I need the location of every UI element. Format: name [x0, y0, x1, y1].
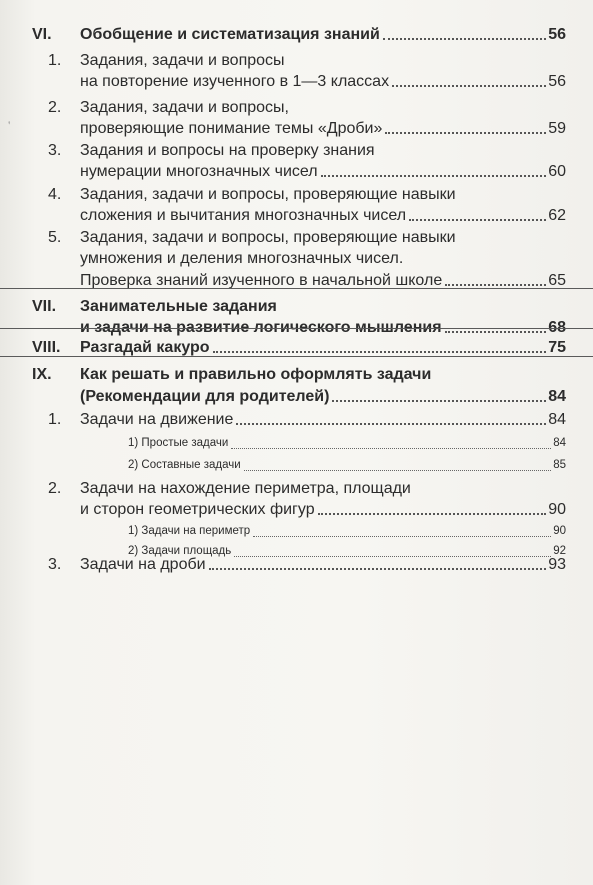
page-number: 56: [548, 26, 566, 43]
section-divider: [0, 328, 593, 329]
entry-title: Обобщение и систематизация знаний: [80, 26, 380, 43]
page-number: 75: [548, 339, 566, 356]
dot-leader: [409, 219, 546, 221]
entry-title: 2) Составные задачи: [128, 459, 241, 471]
toc-entry-link[interactable]: [80, 268, 566, 294]
dot-leader: [231, 448, 551, 449]
entry-number: 4.: [48, 186, 62, 203]
page-number: 92: [553, 545, 566, 557]
page-number: 68: [548, 319, 566, 336]
toc-entry-link[interactable]: [80, 22, 566, 48]
entry-number: VII.: [32, 298, 57, 315]
page-number: 84: [548, 411, 566, 428]
entry-title: Задания, задачи и вопросы, проверяющие навыки: [80, 186, 456, 203]
dot-leader: [383, 38, 546, 40]
page-number: 65: [548, 272, 566, 289]
dot-leader: [321, 175, 547, 177]
toc-row: [0, 69, 593, 95]
entry-title: 1) Задачи на периметр: [128, 525, 251, 537]
toc-row: [0, 335, 593, 361]
toc-row: [0, 552, 593, 578]
entry-number: 1.: [48, 411, 62, 428]
page-number: 59: [548, 120, 566, 137]
entry-title: на повторение изученного в 1—3 классах: [80, 73, 390, 90]
entry-title: Задания, задачи и вопросы: [80, 52, 285, 69]
section-divider: [0, 288, 593, 289]
entry-number: IX.: [32, 366, 52, 383]
entry-number: 2.: [48, 480, 62, 497]
entry-title: Задачи на движение: [80, 411, 234, 428]
entry-title: Проверка знаний изученного в начальной школе: [80, 272, 443, 289]
dot-leader: [445, 284, 546, 286]
entry-number: VIII.: [32, 339, 61, 356]
entry-title: Задания, задачи и вопросы,: [80, 99, 289, 116]
entry-title: Разгадай какуро: [80, 339, 210, 356]
toc-entry-link[interactable]: [128, 452, 566, 478]
entry-number: 1.: [48, 52, 62, 69]
entry-title: сложения и вычитания многозначных чисел: [80, 207, 407, 224]
page-number: 84: [548, 388, 566, 405]
dot-leader: [318, 513, 547, 515]
dot-leader: [253, 536, 551, 537]
entry-number: 3.: [48, 556, 62, 573]
entry-title: проверяющие понимание темы «Дроби»: [80, 120, 383, 137]
page-number: 84: [553, 437, 566, 449]
dot-leader: [445, 331, 547, 333]
page-number: 90: [553, 525, 566, 537]
margin-mark: ‛: [8, 120, 11, 132]
entry-title: умножения и деления многозначных чисел.: [80, 250, 404, 267]
dot-leader: [244, 470, 552, 471]
page-number: 60: [548, 163, 566, 180]
entry-title: Задания, задачи и вопросы, проверяющие навыки: [80, 229, 456, 246]
page-number: 62: [548, 207, 566, 224]
toc-entry-link[interactable]: [80, 552, 566, 578]
section-divider: [0, 356, 593, 357]
dot-leader: [213, 351, 547, 353]
entry-title: и задачи на развитие логического мышления: [80, 319, 442, 336]
dot-leader: [332, 400, 546, 402]
entry-number: 5.: [48, 229, 62, 246]
entry-title: 1) Простые задачи: [128, 437, 229, 449]
toc-row: [0, 268, 593, 294]
entry-number: VI.: [32, 26, 52, 43]
dot-leader: [392, 85, 546, 87]
page-number: 56: [548, 73, 566, 90]
page-number: 93: [548, 556, 566, 573]
toc-row: [0, 452, 593, 478]
dot-leader: [209, 568, 547, 570]
toc-entry-link[interactable]: [80, 69, 566, 95]
entry-title: Задачи на нахождение периметра, площади: [80, 480, 411, 497]
entry-title: 2) Задачи площадь: [128, 545, 232, 557]
entry-title: Занимательные задания: [80, 298, 277, 315]
entry-title: Задания и вопросы на проверку знания: [80, 142, 375, 159]
toc-entry-link[interactable]: [80, 335, 566, 361]
entry-title: нумерации многозначных чисел: [80, 163, 318, 180]
entry-title: Задачи на дроби: [80, 556, 206, 573]
entry-number: 2.: [48, 99, 62, 116]
entry-title: и сторон геометрических фигур: [80, 501, 315, 518]
entry-number: 3.: [48, 142, 62, 159]
dot-leader: [236, 423, 546, 425]
entry-title: Как решать и правильно оформлять задачи: [80, 366, 432, 383]
dot-leader: [385, 132, 546, 134]
toc-row: [0, 22, 593, 48]
entry-title: (Рекомендации для родителей): [80, 388, 330, 405]
page-number: 85: [553, 459, 566, 471]
page-number: 90: [548, 501, 566, 518]
